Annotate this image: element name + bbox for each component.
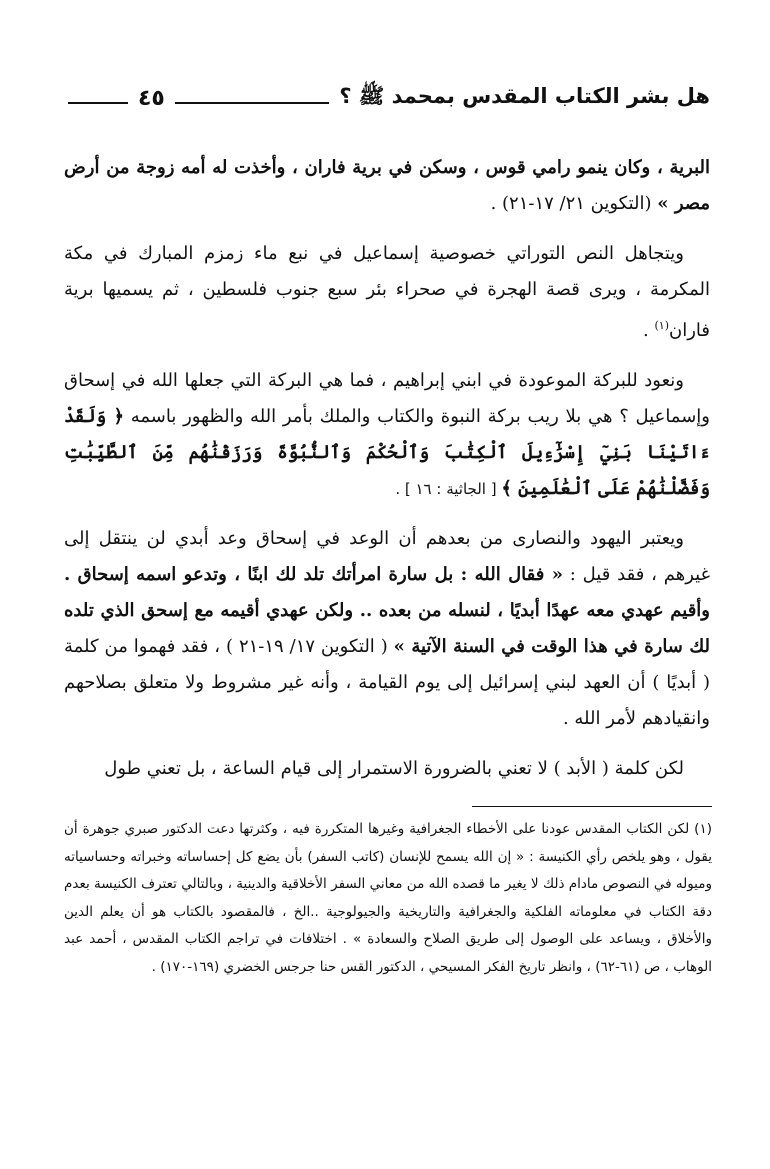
quran-verse: ﴿ وَلَقَدْ ءَاتَيْنَا بَنِيٓ إِسْرَٰٓءِيلَ ٱلْكِتَٰبَ وَٱلْحُكْمَ وَٱلنُّبُوَّةَ وَرَزَقْنَٰهُم مِّنَ ٱلطَّيِّبَٰتِ وَفَضَّلْنَٰهُمْ عَلَى ٱلْعَٰلَمِينَ ﴾ bbox=[64, 406, 710, 499]
quote-text: البرية ، وكان ينمو رامي قوس ، وسكن في برية فاران ، وأخذت له أمه زوجة من أرض مصر » bbox=[64, 157, 710, 214]
paragraph bbox=[64, 751, 710, 787]
paragraph bbox=[64, 521, 710, 737]
paragraph-text: ( التكوين ١٧/ ١٩-٢١ ) ، فقد فهموا من كلمة ( أبديًا ) أن العهد لبني إسرائيل إلى يوم القيامة ، وأنه غير مشروط ولا متعلق بصلاحهم وانقيادهم لأمر الله . bbox=[64, 636, 710, 729]
paragraph-text: لكن كلمة ( الأبد ) لا تعني بالضرورة الاستمرار إلى قيام الساعة ، بل تعني طول bbox=[104, 758, 684, 779]
page-number: ٤٥ bbox=[138, 85, 165, 111]
paragraph-text: ويتجاهل النص التوراتي خصوصية إسماعيل في نبع ماء زمزم المبارك في مكة المكرمة ، ويرى قصة الهجرة في صحراء بئر سبع جنوب فلسطين ، ثم يسميها برية فاران bbox=[64, 243, 710, 341]
main-text bbox=[64, 150, 710, 801]
paragraph-text: . bbox=[643, 320, 655, 341]
quote-text: « فقال الله : بل سارة امرأتك تلد لك ابنًا ، وتدعو اسمه إسحاق . وأقيم عهدي معه عهدًا أبديًا ، لنسله من بعده .. ولكن عهدي أقيمه مع إسحق الذي تلده لك سارة في هذا الوقت في السنة الآتية » bbox=[64, 564, 710, 657]
footnote bbox=[64, 816, 712, 981]
paragraph bbox=[64, 236, 710, 349]
paragraph bbox=[64, 150, 710, 222]
paragraph-text: ونعود للبركة الموعودة في ابني إبراهيم ، فما هي البركة التي جعلها الله في إسحاق وإسماعيل ؟ هي بلا ريب بركة النبوة والكتاب والملك بأمر الله والظهور باسمه bbox=[64, 370, 710, 427]
citation-text: (التكوين ٢١/ ١٧-٢١) . bbox=[490, 193, 658, 214]
paragraph bbox=[64, 363, 710, 507]
header-rule-end bbox=[68, 102, 128, 104]
footnote-text: (١) لكن الكتاب المقدس عودنا على الأخطاء الجغرافية وغيرها المتكررة فيه ، وكثرتها دعت الدكتور صبري جوهرة أن يقول ، وهو يلخص رأي الكنيسة : « إن الله يسمح للإنسان (كاتب السفر) بأن يضع كل إحساساته وخبراته وحساسياته وميوله في النصوص مادام ذلك لا يغير ما قصده الله من معاني السفر الأخلاقية والدينية ، وبالتالي تعترف الكنيسة بعدم دقة الكتاب في معلوماته الفلكية والجغرافية والتاريخية والجيولوجية ..الخ ، فالمقصود بالكتاب هو أن يعلم الدين والأخلاق ، ويساعد على الوصول إلى طريق الصلاح والسعادة » . اختلافات في تراجم الكتاب المقدس ، أحمد عبد الوهاب ، ص (٦١-٦٢) ، وانظر تاريخ الفكر المسيحي ، الدكتور القس حنا جرجس الخضري (١٦٩-١٧٠) . bbox=[64, 821, 712, 975]
footnote-separator bbox=[472, 806, 712, 807]
verse-reference: [ الجاثية : ١٦ ] . bbox=[395, 480, 502, 498]
header-rule bbox=[175, 102, 330, 104]
footnote-marker[interactable]: (١) bbox=[654, 319, 669, 332]
page-header bbox=[68, 78, 710, 118]
running-title: هل بشر الكتاب المقدس بمحمد ﷺ ؟ bbox=[339, 83, 710, 108]
paragraph-text: ويعتبر اليهود والنصارى من بعدهم أن الوعد في إسحاق وعد أبدي لن ينتقل إلى غيرهم ، فقد قيل : bbox=[64, 528, 710, 585]
